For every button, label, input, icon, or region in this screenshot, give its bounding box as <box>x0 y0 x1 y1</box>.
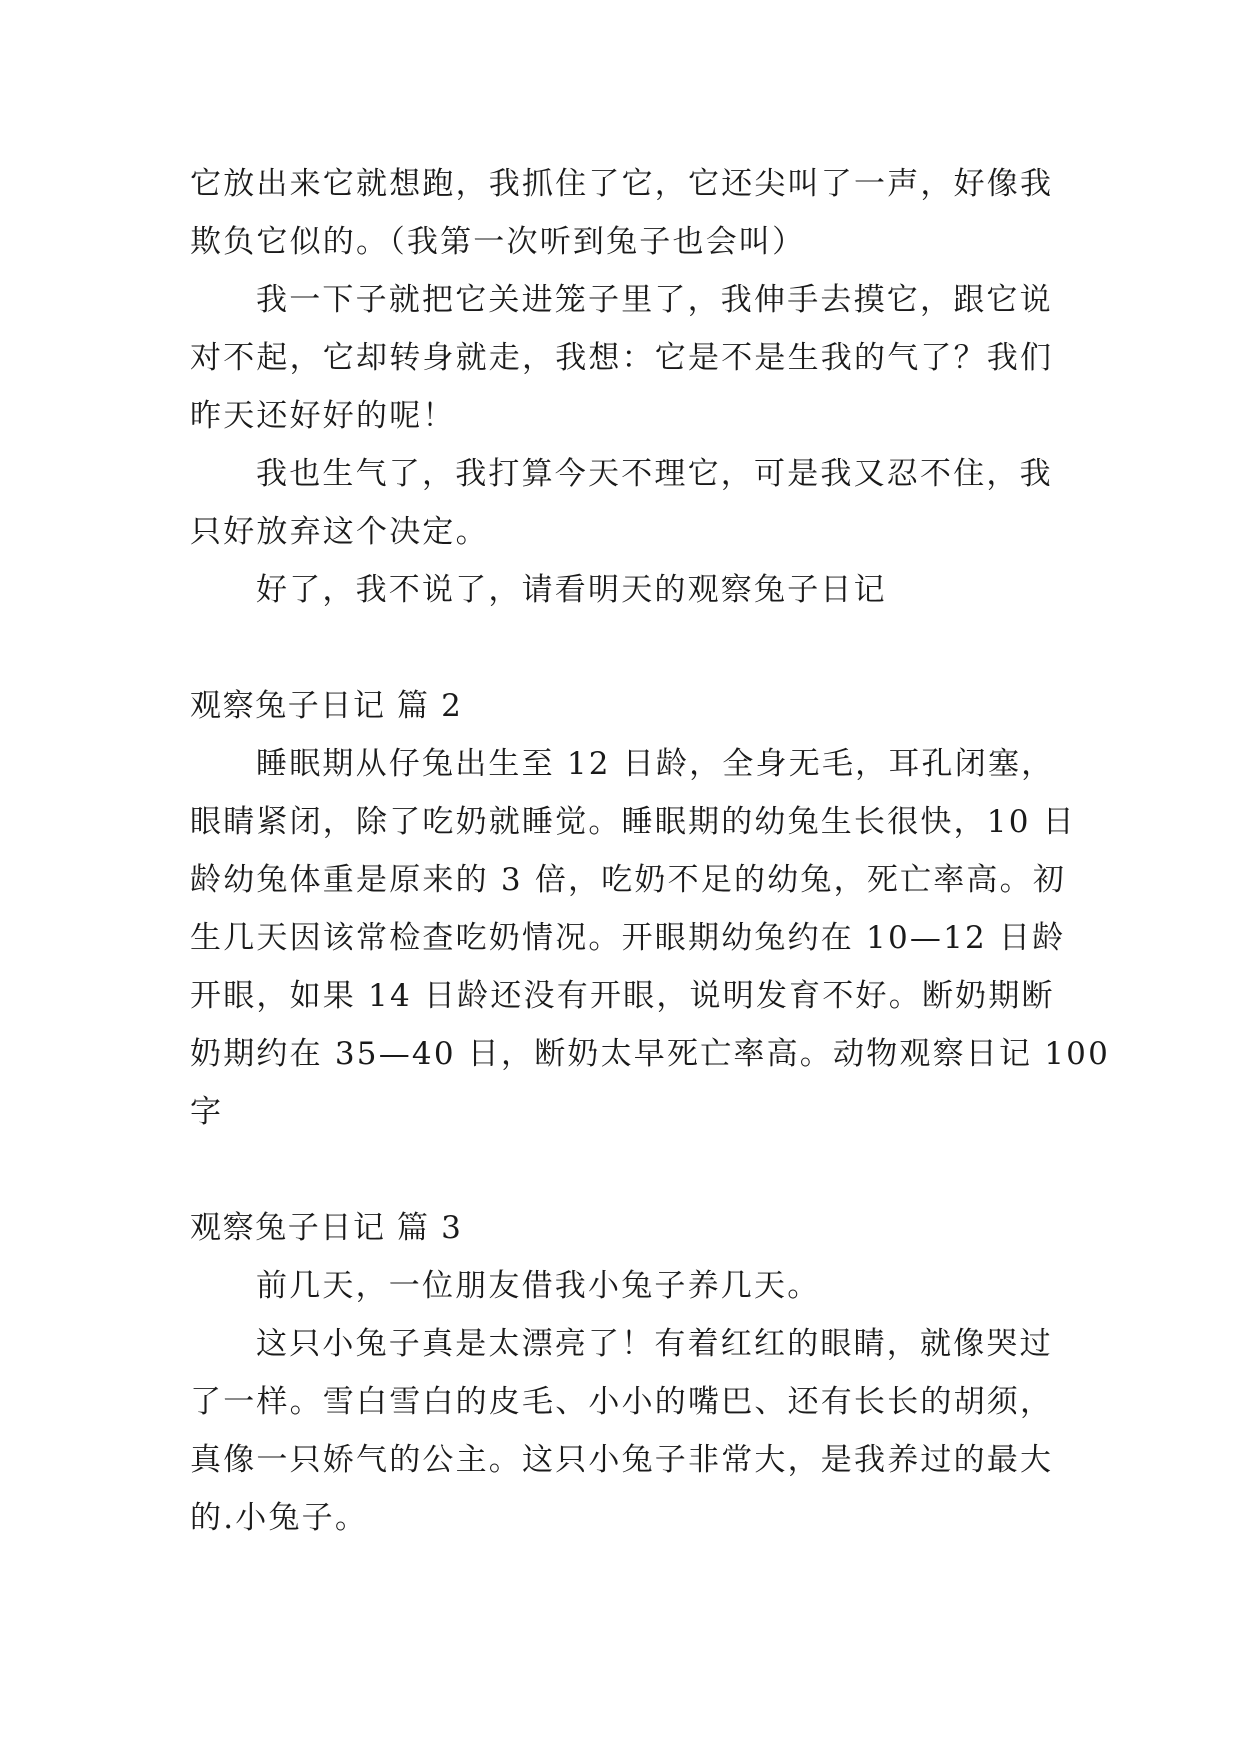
paragraph-line: 我也生气了，我打算今天不理它，可是我又忍不住，我 <box>256 456 1053 492</box>
paragraph-line: 昨天还好好的呢！ <box>190 398 456 434</box>
paragraph-line: 的.小兔子。 <box>190 1500 369 1536</box>
paragraph-line: 前几天，一位朋友借我小兔子养几天。 <box>256 1268 821 1304</box>
paragraph-line: 睡眠期从仔兔出生至 12 日龄，全身无毛，耳孔闭塞， <box>256 746 1055 782</box>
section-heading: 观察兔子日记 篇 2 <box>190 688 463 724</box>
paragraph-line: 好了，我不说了，请看明天的观察兔子日记 <box>256 572 887 608</box>
paragraph-line: 只好放弃这个决定。 <box>190 514 489 550</box>
paragraph-line: 这只小兔子真是太漂亮了！有着红红的眼睛，就像哭过 <box>256 1326 1053 1362</box>
paragraph-line: 欺负它似的。（我第一次听到兔子也会叫） <box>190 224 806 260</box>
paragraph-line: 真像一只娇气的公主。这只小兔子非常大，是我养过的最大 <box>190 1442 1054 1478</box>
paragraph-line: 奶期约在 35—40 日，断奶太早死亡率高。动物观察日记 100 <box>190 1036 1111 1072</box>
paragraph-line: 龄幼兔体重是原来的 3 倍，吃奶不足的幼兔，死亡率高。初 <box>190 862 1067 898</box>
section-heading: 观察兔子日记 篇 3 <box>190 1210 463 1246</box>
paragraph-line: 了一样。雪白雪白的皮毛、小小的嘴巴、还有长长的胡须， <box>190 1384 1054 1420</box>
paragraph-line: 对不起，它却转身就走，我想：它是不是生我的气了？我们 <box>190 340 1054 376</box>
paragraph-line: 字 <box>190 1094 224 1130</box>
paragraph-line: 它放出来它就想跑，我抓住了它，它还尖叫了一声，好像我 <box>190 166 1054 202</box>
paragraph-line: 眼睛紧闭，除了吃奶就睡觉。睡眠期的幼兔生长很快，10 日 <box>190 804 1076 840</box>
paragraph-line: 我一下子就把它关进笼子里了，我伸手去摸它，跟它说 <box>256 282 1053 318</box>
paragraph-line: 开眼，如果 14 日龄还没有开眼，说明发育不好。断奶期断 <box>190 978 1055 1014</box>
paragraph-line: 生几天因该常检查吃奶情况。开眼期幼兔约在 10—12 日龄 <box>190 920 1066 956</box>
